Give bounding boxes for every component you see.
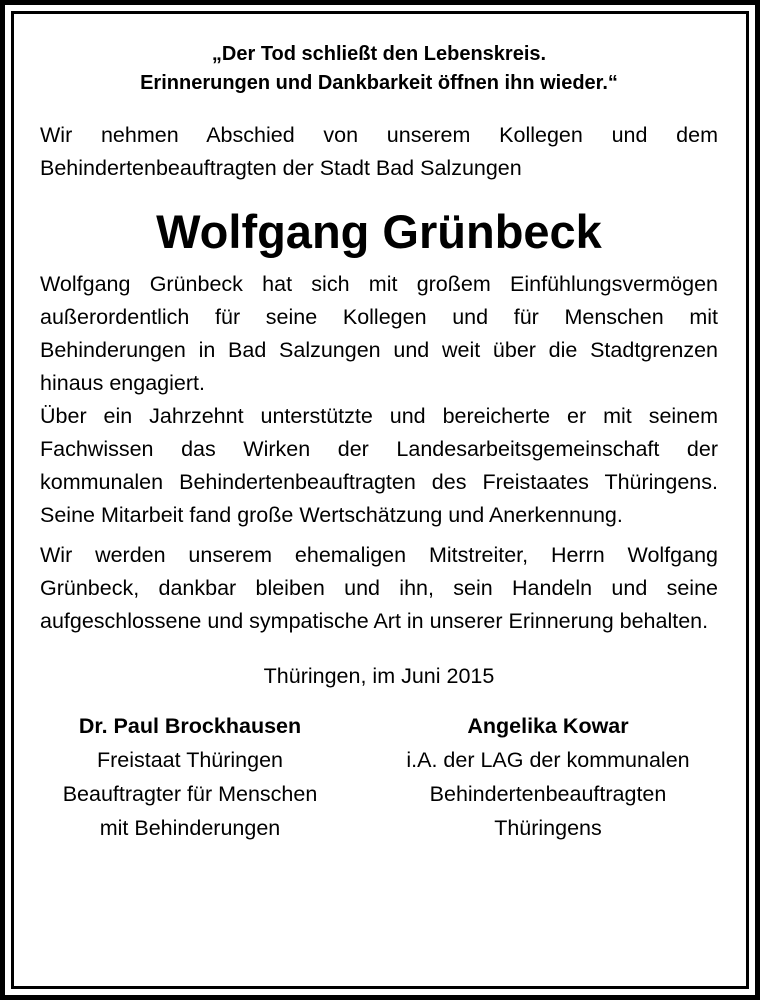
motto-quote [40,40,718,98]
signatory-line: Beauftragter für Menschen [62,782,318,806]
signatory-line: i.A. der LAG der kommunalen [406,748,690,772]
motto-line-2: Erinnerungen und Dankbarkeit öffnen ihn wieder.“ [140,72,618,94]
signatory-left [32,709,348,845]
intro-text: Wir nehmen Abschied von unserem Kollegen und dem Behindertenbeauftragten der Stadt Bad Salzungen [40,123,718,180]
paragraph-engagement: Wolfgang Grünbeck hat sich mit großem Einfühlungsvermögen außerordentlich für seine Kollegen und für Menschen mit Behinderungen in Bad Salzungen und weit über die Stadtgrenzen hinaus engagiert. [40,272,718,395]
signatory-right [370,709,726,845]
signatory-name: Dr. Paul Brockhausen [78,714,302,738]
motto-line-1: „Der Tod schließt den Lebenskreis. [211,43,547,65]
signatory-line: Freistaat Thüringen [96,748,284,772]
place-and-date: Thüringen, im Juni 2015 [263,664,495,688]
signatory-line: Thüringens [494,816,602,840]
obituary-notice [40,40,718,849]
signatory-line: Behindertenbeauftragten [429,782,667,806]
deceased-name: Wolfgang Grünbeck [156,205,602,258]
paragraph-expertise: Über ein Jahrzehnt unterstützte und bereicherte er mit seinem Fachwissen das Wirken der Landesarbeitsgemeinschaft der kommunalen Behindertenbeauftragten des Freistaates Thüringens. Seine Mitarbeit fand große Wertschätzung und Anerkennung. [40,404,718,527]
signatory-name: Angelika Kowar [467,714,629,738]
paragraph-remembrance: Wir werden unserem ehemaligen Mitstreiter, Herrn Wolfgang Grünbeck, dankbar bleiben und ihn, sein Handeln und seine aufgeschlossene und sympatische Art in unserer Erinnerung behalten. [40,543,718,633]
signatures [40,709,718,849]
signatory-line: mit Behinderungen [99,816,281,840]
